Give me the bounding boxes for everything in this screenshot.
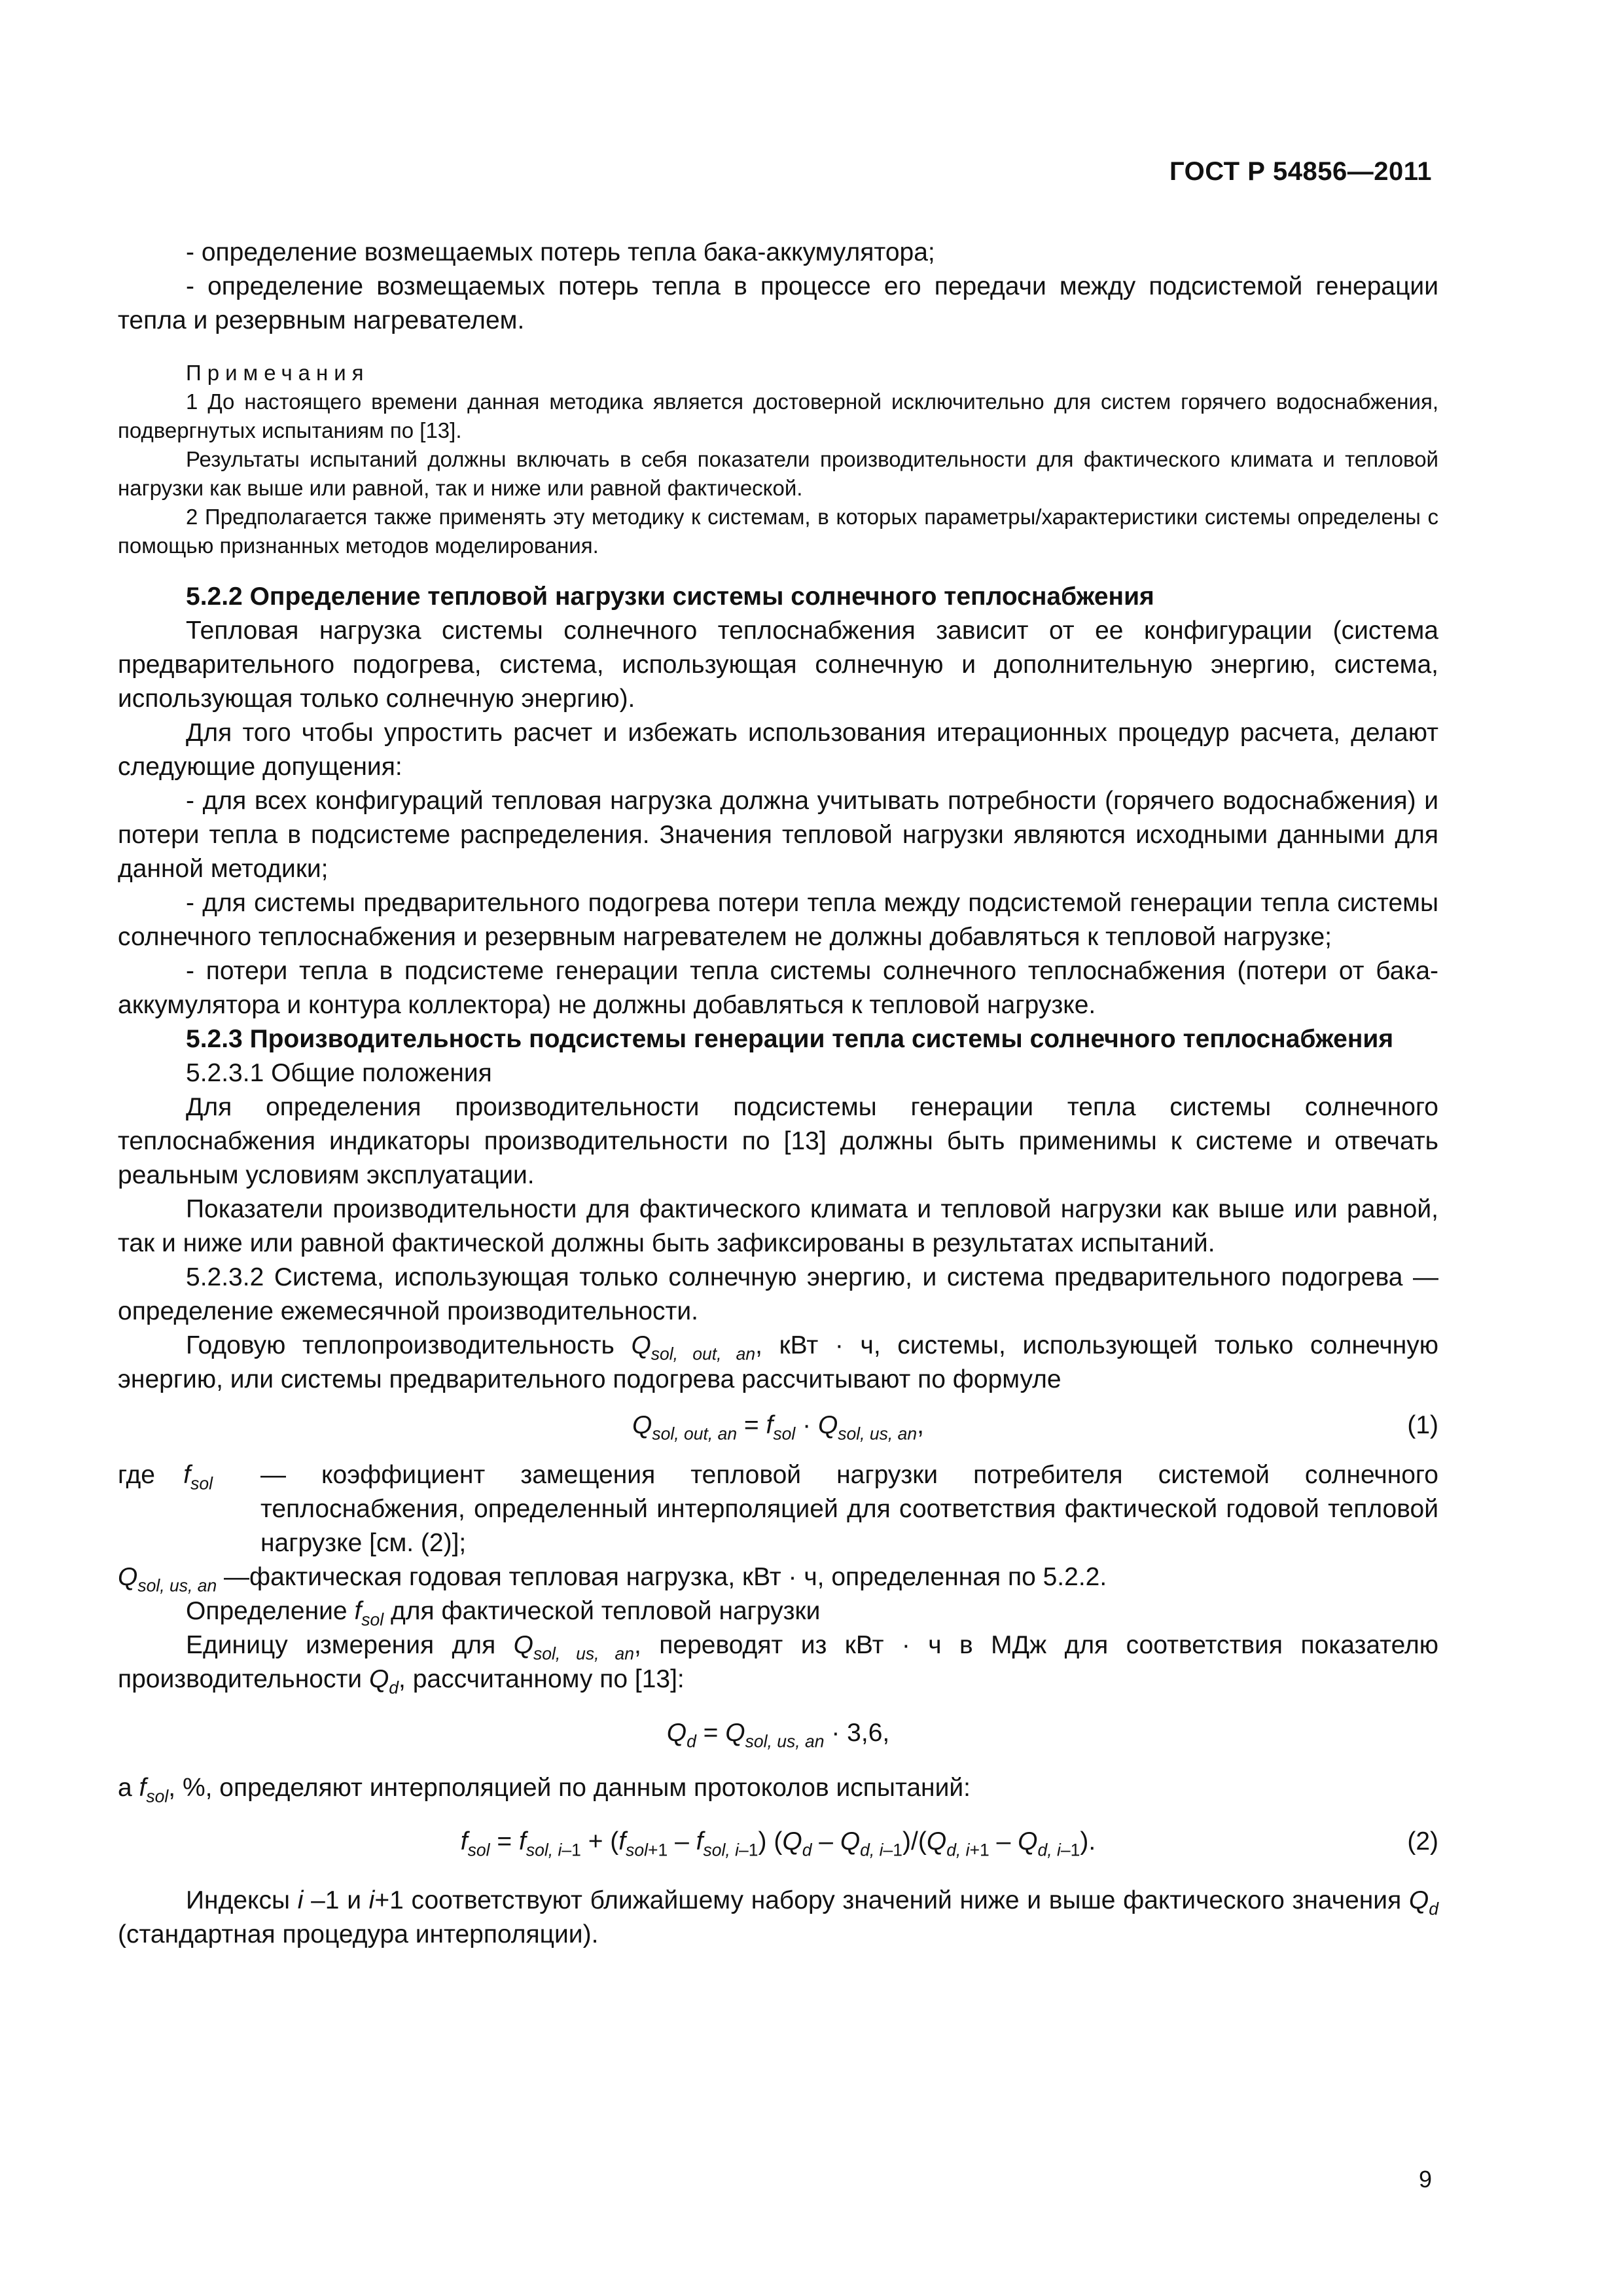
s522-bullet-1: - для всех конфигураций тепловая нагрузка должна учитывать потребности (горячего водоснабжения) и потери тепла в подсистеме распределения. Значения тепловой нагрузки являются исходными данными для данной методики; xyxy=(118,787,1438,883)
section-5-2-3-heading: 5.2.3 Производительность подсистемы генерации тепла системы солнечного теплоснабжения xyxy=(186,1025,1394,1053)
formula-2-number: (2) xyxy=(1407,1827,1438,1856)
s523-paragraph-2: Показатели производительности для фактического климата и тепловой нагрузки как выше или равной, так и ниже или равной фактической должны быть зафиксированы в результатах испытаний. xyxy=(118,1195,1438,1257)
intro-item-1: - определение возмещаемых потерь тепла бака-аккумулятора; xyxy=(186,238,935,266)
formula-1-number: (1) xyxy=(1407,1411,1438,1439)
s523-paragraph-3: Годовую теплопроизводительность $Q_{sol, out, an}$, кВт · ч, системы, использующей только солнечную энергию, или системы предварительного подогрева рассчитывают по формуле xyxy=(118,1331,1439,1393)
section-5-2-2-heading: 5.2.2 Определение тепловой нагрузки системы солнечного теплоснабжения xyxy=(186,583,1154,611)
where-definition-1-text: — коэффициент замещения тепловой нагрузки потребителя системой солнечного теплоснабжения, определенный интерполяцией для соответствия фактической годовой тепловой нагрузке [см. (2)]; xyxy=(260,1461,1438,1557)
formula-2-expression: $f_{sol} = f_{sol, i-1} + (f_{sol+1} - f_{sol, i-1})$ $(Q_d - Q_{d, i-1})/(Q_{d, i+1} - Q_{d, i-1})$. xyxy=(460,1827,1096,1860)
page-content xyxy=(118,236,1438,1952)
formula-qd xyxy=(118,1696,1438,1759)
s522-bullet-2: - для системы предварительного подогрева потери тепла между подсистемой генерации тепла системы солнечного теплоснабжения и резервным нагревателем не должны добавляться к тепловой нагрузке; xyxy=(118,889,1438,951)
where-definition-1 xyxy=(118,1458,1438,1560)
s522-paragraph-1: Тепловая нагрузка системы солнечного теплоснабжения зависит от ее конфигурации (система предварительного подогрева, система, использующая солнечную и дополнительную энергию, система, использующая только солнечную энергию). xyxy=(118,617,1438,713)
formula-1-expression: $Q_{sol, out, an} = f_{sol} \cdot Q_{sol, us, an}$, xyxy=(632,1411,924,1444)
formula-qd-expression: $Q_d = Q_{sol, us, an} \cdot 3,6$, xyxy=(666,1719,890,1751)
s522-paragraph-2: Для того чтобы упростить расчет и избежать использования итерационных процедур расчета, делают следующие допущения: xyxy=(118,719,1438,781)
section-5-2-3-2-heading: 5.2.3.2 Система, использующая только солнечную энергию, и система предварительного подогрева — определение ежемесячной производительности. xyxy=(118,1263,1438,1325)
where-label: где $f_{sol}$ xyxy=(118,1461,213,1494)
interpolation-paragraph: а $f_{sol}$, %, определяют интерполяцией по данным протоколов испытаний: xyxy=(118,1774,971,1806)
note-1-continued: Результаты испытаний должны включать в себя показатели производительности для фактического климата и тепловой нагрузки как выше или равной, так и ниже или равной фактической. xyxy=(118,447,1438,500)
note-1: 1 До настоящего времени данная методика является достоверной исключительно для систем горячего водоснабжения, подвергнутых испытаниям по [13]. xyxy=(118,389,1438,442)
final-paragraph: Индексы i –1 и i+1 соответствуют ближайшему набору значений ниже и выше фактического значения $Q_d$ (стандартная процедура интерполяции). xyxy=(118,1886,1438,1948)
formula-1 xyxy=(118,1397,1438,1452)
formula-2 xyxy=(118,1805,1438,1868)
notes-title: Примечания xyxy=(186,361,370,385)
s523-paragraph-1: Для определения производительности подсистемы генерации тепла системы солнечного теплоснабжения индикаторы производительности по [13] должны быть применимы к системе и отвечать реальным условиям эксплуатации. xyxy=(118,1093,1438,1189)
section-5-2-3-1-heading: 5.2.3.1 Общие положения xyxy=(186,1059,492,1087)
where-definition-2: $Q_{sol, us, an}$ —фактическая годовая тепловая нагрузка, кВт · ч, определенная по 5.2.2. xyxy=(118,1563,1107,1596)
s522-bullet-3: - потери тепла в подсистеме генерации тепла системы солнечного теплоснабжения (потери от бака-аккумулятора и контура коллектора) не должны добавляться к тепловой нагрузке. xyxy=(118,957,1438,1019)
note-2: 2 Предполагается также применять эту методику к системам, в которых параметры/характеристики системы определены с помощью признанных методов моделирования. xyxy=(118,505,1438,558)
fsol-definition-heading: Определение $f_{sol}$ для фактической тепловой нагрузки xyxy=(186,1597,821,1630)
intro-item-2: - определение возмещаемых потерь тепла в процессе его передачи между подсистемой генерации тепла и резервным нагревателем. xyxy=(118,272,1438,334)
document-header: ГОСТ Р 54856—2011 xyxy=(1169,157,1432,186)
page-number: 9 xyxy=(1418,2166,1432,2193)
unit-conversion-paragraph: Единицу измерения для $Q_{sol, us, an}$, переводят из кВт · ч в МДж для соответствия показателю производительности $Q_d$, рассчитанному по [13]: xyxy=(118,1631,1438,1698)
